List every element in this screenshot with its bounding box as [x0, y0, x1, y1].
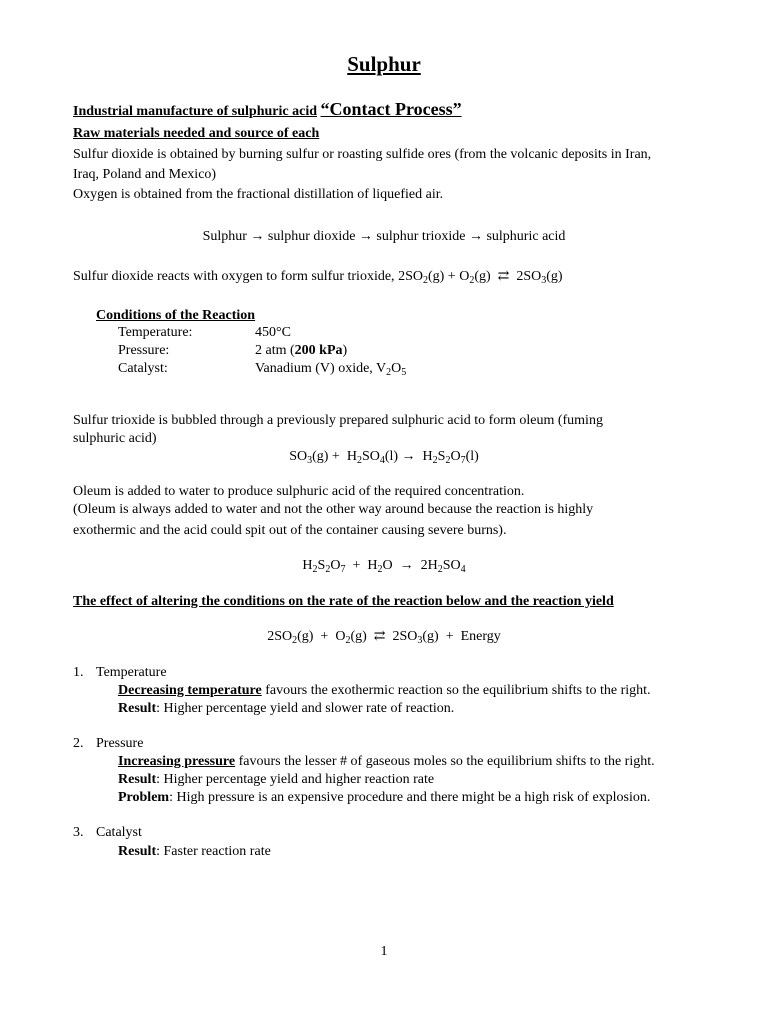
eq-part: S	[317, 558, 326, 573]
eq-part: (g) + O	[427, 269, 470, 284]
heading-prefix: Industrial manufacture of sulphuric acid	[73, 104, 317, 119]
result-label: Result	[118, 772, 157, 787]
problem-label: Problem	[118, 790, 170, 805]
conditions-heading: Conditions of the Reaction	[96, 308, 256, 323]
condition-temperature-label: Temperature:	[118, 325, 193, 340]
subscript: 4	[379, 455, 385, 466]
reaction-1	[73, 268, 563, 286]
dilution-equation	[0, 557, 768, 575]
key-rest: favours the exothermic reaction so the equilibrium shifts to the right.	[261, 683, 651, 698]
raw-materials-heading: Raw materials needed and source of each	[73, 126, 320, 141]
problem-text: : High pressure is an expensive procedure and there might be a high risk of explosion.	[169, 790, 651, 805]
raw-materials-line: Iraq, Poland and Mexico)	[73, 167, 217, 182]
list-item-problem	[118, 789, 650, 807]
subscript: 2	[386, 367, 392, 378]
list-item-title: Temperature	[96, 665, 167, 680]
condition-pressure-label: Pressure:	[118, 343, 170, 358]
oleum-line: (Oleum is always added to water and not the other way around because the reaction is highly	[73, 502, 594, 517]
subscript: 2	[312, 564, 318, 575]
oleum-line: Oleum is added to water to produce sulphuric acid of the required concentration.	[73, 484, 525, 499]
list-item-number: 3.	[73, 825, 84, 840]
main-heading	[73, 100, 462, 121]
key-term: Increasing pressure	[118, 754, 236, 769]
catalyst-o: O	[391, 361, 402, 376]
eq-part: (g)	[546, 269, 563, 284]
subscript: 2	[377, 564, 383, 575]
eq-part: 2SO	[267, 629, 293, 644]
eq-part: (g) ⇄ 2SO	[474, 269, 542, 284]
key-term: Decreasing temperature	[118, 683, 262, 698]
process-name: “Contact Process”	[320, 99, 462, 119]
eq-part: (l) → H	[384, 449, 433, 464]
subscript: 2	[356, 455, 362, 466]
pressure-bold: 200 kPa	[294, 343, 343, 358]
oleum-equation	[0, 448, 768, 466]
eq-part: (g) + H	[312, 449, 357, 464]
list-item-key-line	[118, 753, 655, 771]
eq-part: (g) + O	[297, 629, 346, 644]
result-text: : Higher percentage yield and slower rate of reaction.	[156, 701, 455, 716]
reaction-sequence: Sulphur → sulphur dioxide → sulphur trioxide → sulphuric acid	[202, 229, 566, 244]
pressure-close: )	[342, 343, 348, 358]
list-item-title: Catalyst	[96, 825, 142, 840]
list-item-number: 2.	[73, 736, 84, 751]
eq-part: (g) ⇄ 2SO	[350, 629, 418, 644]
result-text: : Higher percentage yield and higher reaction rate	[156, 772, 435, 787]
subscript: 2	[422, 275, 428, 286]
oleum-line: exothermic and the acid could spit out of the container causing severe burns).	[73, 523, 507, 538]
subscript: 3	[417, 635, 423, 646]
result-text: : Faster reaction rate	[156, 844, 271, 859]
catalyst-text: Vanadium (V) oxide, V	[255, 361, 387, 376]
result-label: Result	[118, 844, 157, 859]
list-item-title: Pressure	[96, 736, 144, 751]
subscript: 3	[307, 455, 313, 466]
eq-part: SO	[442, 558, 461, 573]
list-item-result	[118, 771, 434, 789]
eq-part: (g) + Energy	[422, 629, 501, 644]
eq-part: O	[330, 558, 341, 573]
condition-catalyst-value	[255, 360, 406, 378]
eq-part: 2SO	[398, 269, 423, 284]
eq-part: O → 2H	[382, 558, 438, 573]
subscript: 2	[432, 455, 438, 466]
subscript: 2	[325, 564, 331, 575]
condition-pressure-value	[255, 342, 347, 360]
reaction-1-text: Sulfur dioxide reacts with oxygen to form sulfur trioxide,	[73, 269, 399, 284]
eq-part: (l)	[465, 449, 479, 464]
eq-part: + H	[345, 558, 378, 573]
result-label: Result	[118, 701, 157, 716]
page-title: Sulphur	[347, 52, 421, 76]
subscript: 7	[340, 564, 346, 575]
list-item-number: 1.	[73, 665, 84, 680]
subscript: 7	[460, 455, 466, 466]
subscript: 3	[541, 275, 547, 286]
list-item-result	[118, 700, 454, 718]
condition-catalyst-label: Catalyst:	[118, 361, 168, 376]
oleum-line: sulphuric acid)	[73, 431, 157, 446]
eq-part: S	[437, 449, 446, 464]
condition-temperature-value: 450°C	[255, 325, 291, 340]
oleum-line: Sulfur trioxide is bubbled through a previously prepared sulphuric acid to form oleum (fuming	[73, 413, 603, 428]
pressure-text: 2 atm (	[255, 343, 295, 358]
subscript: 4	[460, 564, 466, 575]
raw-materials-line: Oxygen is obtained from the fractional distillation of liquefied air.	[73, 187, 444, 202]
list-item-result	[118, 843, 271, 861]
eq-part: O	[450, 449, 461, 464]
eq-part: SO	[289, 449, 308, 464]
subscript: 2	[469, 275, 475, 286]
page-number: 1	[380, 944, 388, 959]
subscript: 5	[401, 367, 407, 378]
subscript: 2	[437, 564, 443, 575]
subscript: 2	[345, 635, 351, 646]
list-item-key-line	[118, 682, 651, 700]
effect-heading: The effect of altering the conditions on the rate of the reaction below and the reaction yield	[73, 594, 614, 609]
subscript: 2	[292, 635, 298, 646]
key-rest: favours the lesser # of gaseous moles so the equilibrium shifts to the right.	[235, 754, 655, 769]
subscript: 2	[445, 455, 451, 466]
equilibrium-equation	[0, 628, 768, 646]
raw-materials-line: Sulfur dioxide is obtained by burning sulfur or roasting sulfide ores (from the volcanic deposits in Iran,	[73, 147, 652, 162]
eq-part: SO	[361, 449, 380, 464]
eq-part: H	[302, 558, 313, 573]
